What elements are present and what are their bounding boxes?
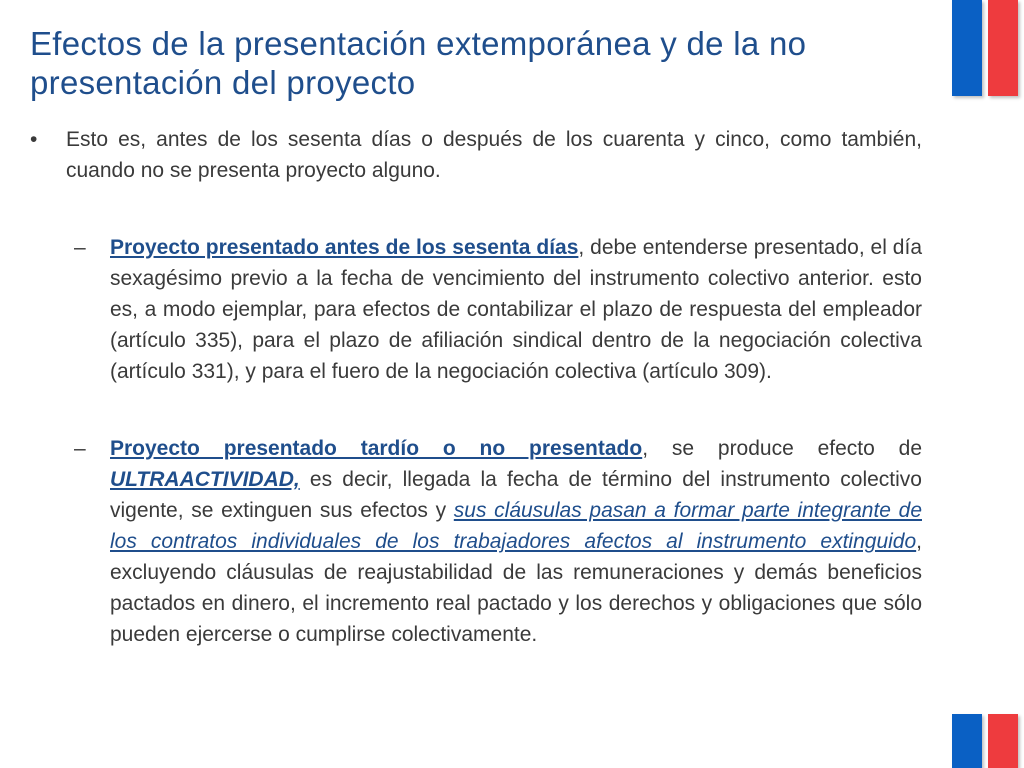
clauses-emphasis: sus cláusulas pasan a formar parte integrante de los contratos individuales de los trabajadores afectos al instrumento extinguido [110, 499, 922, 553]
flag-blue-stripe [952, 714, 982, 768]
slide-title: Efectos de la presentación extemporánea y de la no presentación del proyecto [30, 25, 807, 101]
sub-point-body-3: , excluyendo cláusulas de reajustabilidad de las remuneraciones y demás beneficios pactados en dinero, el incremento real pactado y los derechos y obligaciones que sólo pueden ejercerse o cumplirse colectivamente. [110, 530, 922, 646]
bullet-point [30, 124, 922, 186]
sub-point-lead: Proyecto presentado antes de los sesenta días [110, 236, 579, 259]
sub-point-early [30, 232, 922, 387]
sub-point-body: , debe entenderse presentado, el día sexagésimo previo a la fecha de vencimiento del instrumento colectivo anterior. esto es, a modo ejemplar, para efectos de contabilizar el plazo de respuesta del empleador (artículo 335), para el plazo de afiliación sindical dentro de la negociación colectiva (artículo 331), y para el fuero de la negociación colectiva (artículo 309). [110, 236, 922, 383]
flag-blue-stripe [952, 0, 982, 96]
sub-point-body-2: es decir, llegada la fecha de término del instrumento colectivo vigente, se extinguen sus efectos y [110, 468, 922, 522]
flag-decoration-bottom [952, 714, 1018, 768]
sub-point-body-1: , se produce efecto de [642, 437, 922, 460]
sub-point-text [110, 232, 922, 387]
flag-red-stripe [988, 0, 1018, 96]
bullet-text: Esto es, antes de los sesenta días o después de los cuarenta y cinco, como también, cuando no se presenta proyecto alguno. [66, 128, 922, 182]
slide-body [30, 124, 922, 650]
sub-point-late [30, 433, 922, 650]
ultraactividad-term: ULTRAACTIVIDAD, [110, 468, 300, 491]
flag-red-stripe [988, 714, 1018, 768]
flag-decoration-top [952, 0, 1018, 96]
dash-marker: – [74, 236, 86, 259]
dash-marker: – [74, 437, 86, 460]
sub-point-text [110, 433, 922, 650]
sub-point-lead: Proyecto presentado tardío o no presentado [110, 437, 643, 460]
bullet-marker: • [30, 128, 38, 151]
